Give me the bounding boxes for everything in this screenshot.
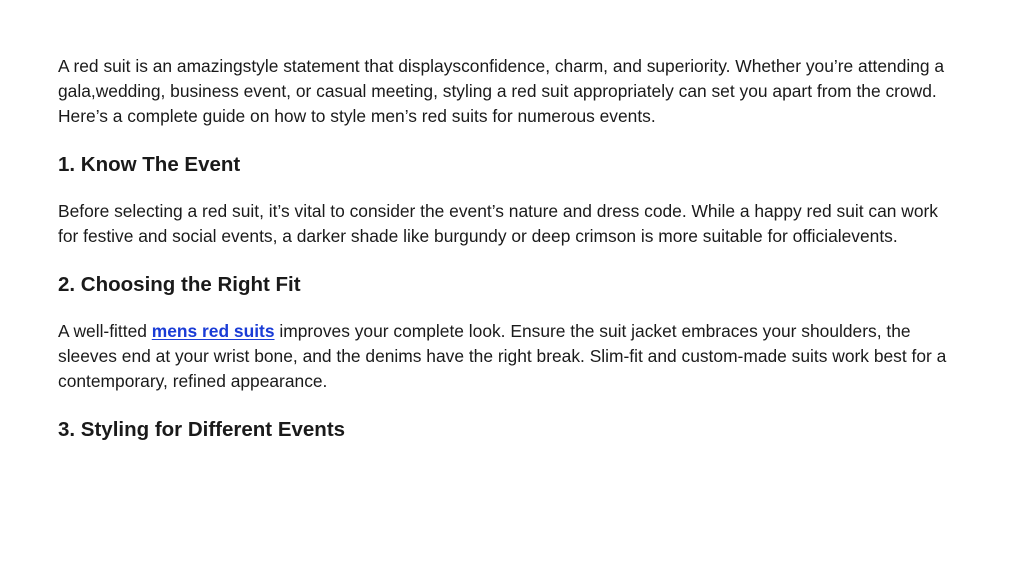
article-body (58, 54, 963, 443)
paragraph-text-before-link: A well-fitted (58, 321, 152, 341)
paragraph-text-after-link: improves your complete look. Ensure the suit jacket embraces your shoulders, the sleeves end at your wrist bone, and the denims have the right break. Slim-fit and custom-made suits work best for a contemporary, refined appearance. (58, 321, 947, 391)
section-paragraph-know-the-event: Before selecting a red suit, it’s vital to consider the event’s nature and dress code. While a happy red suit can work for festive and social events, a darker shade like burgundy or deep crimson is more suitable for officialevents. (58, 201, 938, 246)
mens-red-suits-link[interactable]: mens red suits (151, 321, 275, 341)
section-heading-know-the-event: 1. Know The Event (58, 153, 241, 176)
section-heading-styling-events: 3. Styling for Different Events (58, 418, 346, 441)
section-heading-right-fit: 2. Choosing the Right Fit (58, 273, 301, 296)
section-paragraph-right-fit (58, 319, 963, 394)
intro-paragraph: A red suit is an amazingstyle statement that displaysconfidence, charm, and superiority. Whether you’re attending a gala,wedding, business event, or casual meeting, styling a red suit appropriately can set you apart from the crowd. Here’s a complete guide on how to style men’s red suits for numerous events. (58, 56, 945, 126)
